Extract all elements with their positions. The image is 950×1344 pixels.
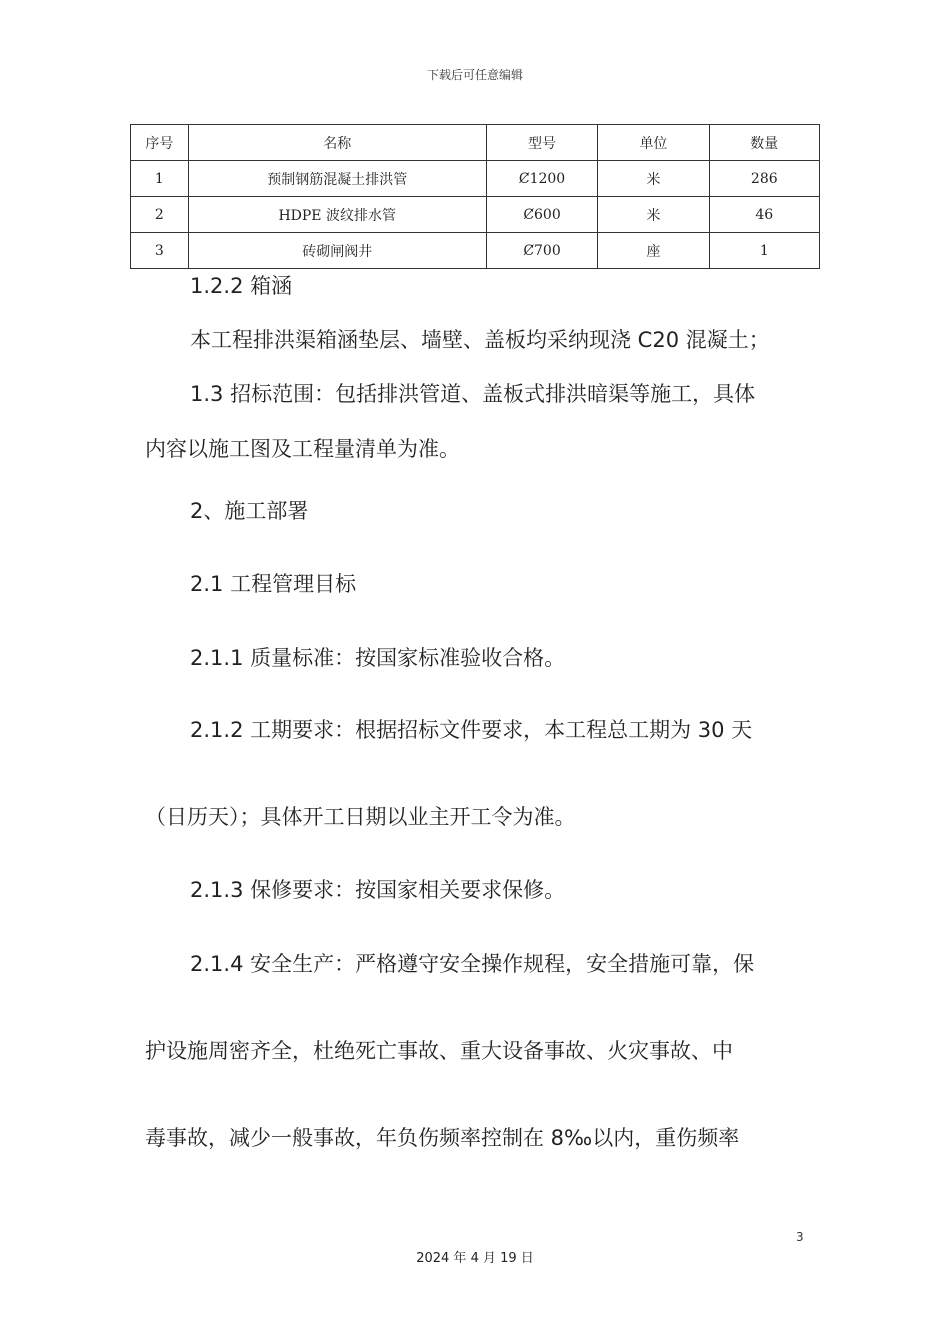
table-cell-name: HDPE 波纹排水管 [188,197,486,233]
paragraph-schedule-line-2: （日历天）；具体开工日期以业主开工令为准。 [145,805,576,829]
page-number: 3 [796,1230,804,1244]
table-cell-quantity: 286 [709,161,819,197]
table-cell-model: Ȼ1200 [486,161,598,197]
paragraph-safety-line-1: 2.1.4 安全生产：严格遵守安全操作规程，安全措施可靠，保 [190,952,755,976]
column-header-name: 名称 [188,125,486,161]
table-cell-name: 预制钢筋混凝土排洪管 [188,161,486,197]
table-row [131,233,820,269]
page-header-note: 下载后可任意编辑 [426,68,523,82]
paragraph-safety-line-3: 毒事故，减少一般事故，年负伤频率控制在 8‰以内，重伤频率 [145,1126,740,1150]
paragraph-schedule-line-1: 2.1.2 工期要求：根据招标文件要求，本工程总工期为 30 天 [190,718,753,742]
table-row [131,161,820,197]
footer-date: 2024 年 4 月 19 日 [416,1251,534,1266]
table-cell-model: Ȼ700 [486,233,598,269]
section-heading-management-goals: 2.1 工程管理目标 [190,572,357,596]
table-row [131,197,820,233]
paragraph-scope-line-1: 1.3 招标范围：包括排洪管道、盖板式排洪暗渠等施工，具体 [190,382,756,406]
table-cell-index: 3 [131,233,189,269]
paragraph-quality-standard: 2.1.1 质量标准：按国家标准验收合格。 [190,646,566,670]
table-cell-unit: 米 [598,161,709,197]
paragraph-warranty: 2.1.3 保修要求：按国家相关要求保修。 [190,878,566,902]
section-heading-box-culvert: 1.2.2 箱涵 [190,274,293,298]
table-cell-quantity: 1 [709,233,819,269]
table-cell-unit: 座 [598,233,709,269]
materials-table [130,124,820,269]
table-header-row [131,125,820,161]
table-cell-index: 2 [131,197,189,233]
table-cell-name: 砖砌闸阀井 [188,233,486,269]
column-header-model: 型号 [486,125,598,161]
table-cell-unit: 米 [598,197,709,233]
column-header-unit: 单位 [598,125,709,161]
table-cell-model: Ȼ600 [486,197,598,233]
paragraph-safety-line-2: 护设施周密齐全，杜绝死亡事故、重大设备事故、火灾事故、中 [145,1039,733,1063]
paragraph-box-culvert: 本工程排洪渠箱涵垫层、墙壁、盖板均采纳现浇 C20 混凝土； [190,328,770,352]
column-header-index: 序号 [131,125,189,161]
section-heading-deployment: 2、施工部署 [190,499,309,523]
column-header-quantity: 数量 [709,125,819,161]
paragraph-scope-line-2: 内容以施工图及工程量清单为准。 [145,437,460,461]
table-cell-index: 1 [131,161,189,197]
table-cell-quantity: 46 [709,197,819,233]
